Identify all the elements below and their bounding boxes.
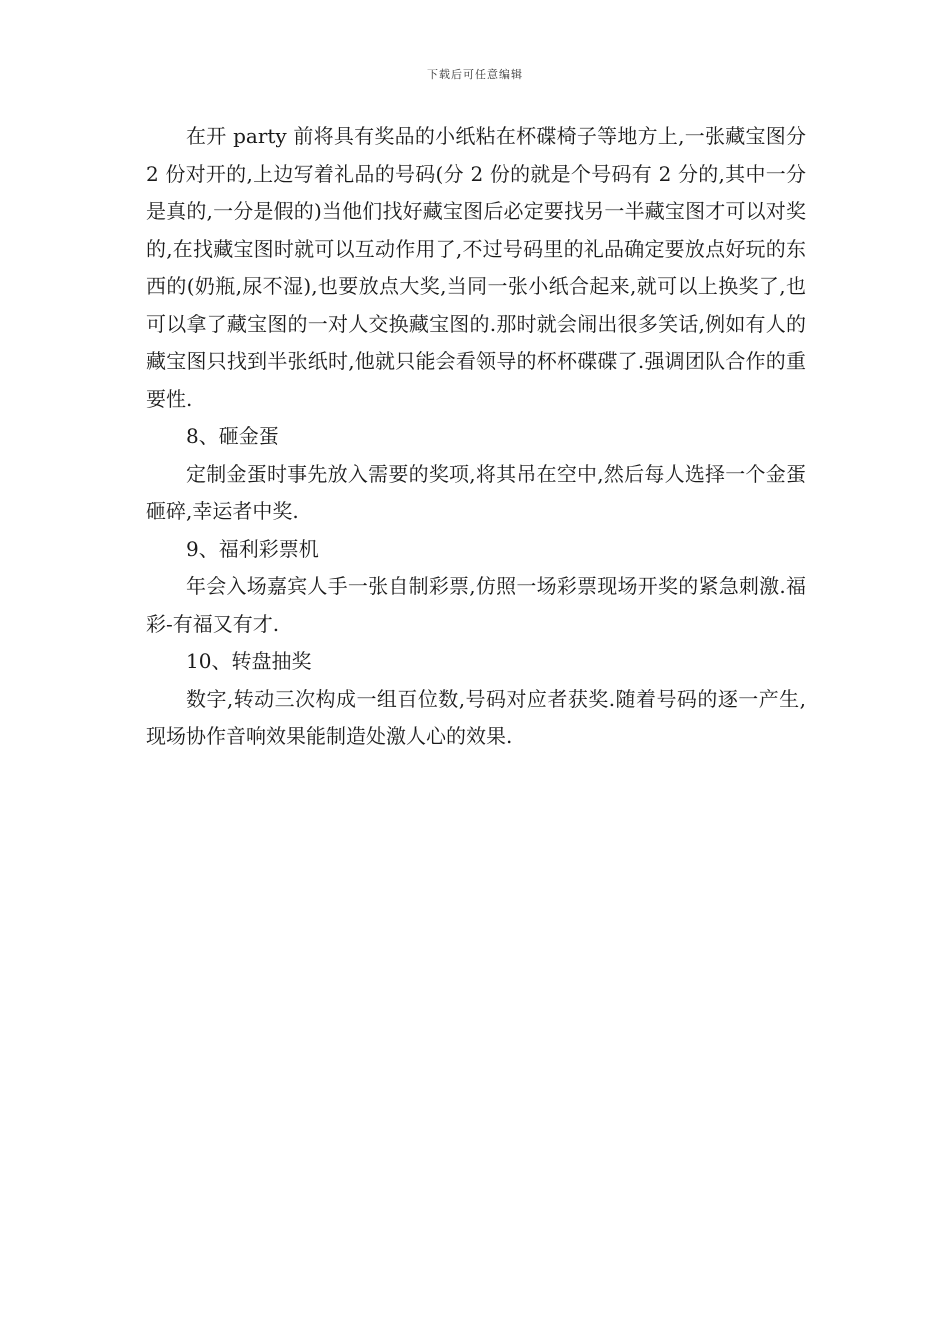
paragraph-lottery-machine: 年会入场嘉宾人手一张自制彩票,仿照一场彩票现场开奖的紧急刺激.福彩-有福又有才. [146, 574, 806, 636]
section-heading-wheel-draw: 10、转盘抽奖 [186, 649, 312, 673]
section-heading-golden-egg: 8、砸金蛋 [186, 424, 279, 448]
page-header: 下载后可任意编辑 [427, 68, 523, 81]
paragraph-wheel-draw: 数字,转动三次构成一组百位数,号码对应者获奖.随着号码的逐一产生,现场协作音响效果能制造处激人心的效果. [146, 686, 806, 748]
paragraph-golden-egg: 定制金蛋时事先放入需要的奖项,将其吊在空中,然后每人选择一个金蛋砸碎,幸运者中奖. [146, 461, 806, 523]
paragraph-treasure-map: 在开 party 前将具有奖品的小纸粘在杯碟椅子等地方上,一张藏宝图分 2 份对开的,上边写着礼品的号码(分 2 份的就是个号码有 2 分的,其中一分是真的,一分是假的)当他们找好藏宝图后必定要找另一半藏宝图才可以对奖的,在找藏宝图时就可以互动作用了,不过号码里的礼品确定要放点好玩的东西的(奶瓶,尿不湿),也要放点大奖,当同一张小纸合起来,就可以上换奖了,也可以拿了藏宝图的一对人交换藏宝图的.那时就会闹出很多笑话,例如有人的藏宝图只找到半张纸时,他就只能会看领导的杯杯碟碟了.强调团队合作的重要性. [146, 124, 806, 411]
document-body [146, 118, 806, 756]
section-heading-lottery-machine: 9、福利彩票机 [186, 536, 319, 561]
